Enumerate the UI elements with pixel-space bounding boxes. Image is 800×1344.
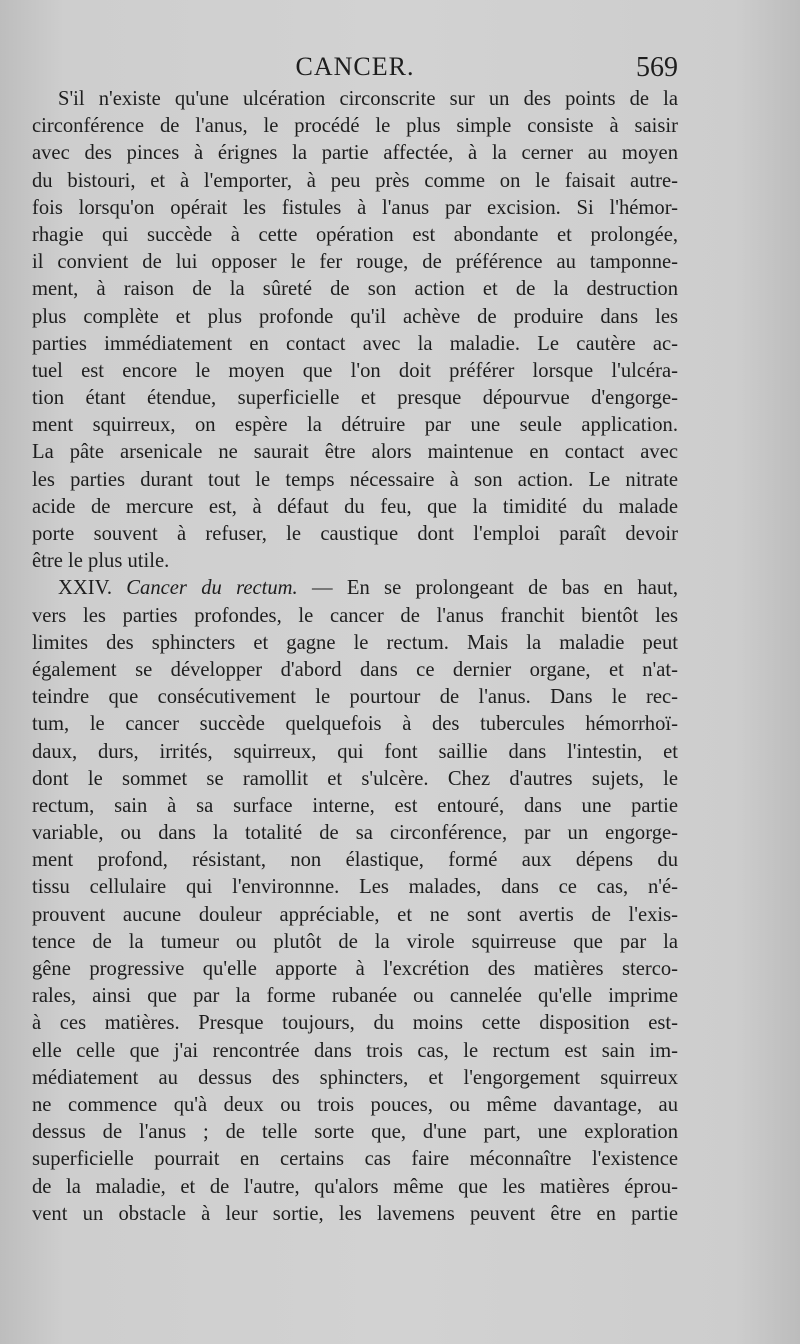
- text-line: porte souvent à refuser, le caustique dont l'emploi paraît devoir: [32, 523, 678, 545]
- text-line: variable, ou dans la totalité de sa circonférence, par un engorge-: [32, 822, 678, 845]
- text-line: tissu cellulaire qui l'environnne. Les malades, dans ce cas, n'é-: [32, 876, 678, 899]
- text-line: ment profond, résistant, non élastique, formé aux dépens du: [32, 849, 678, 872]
- text-line: tuel est encore le moyen que l'on doit préférer lorsque l'ulcéra-: [32, 359, 678, 382]
- text-line: elle celle que j'ai rencontrée dans trois cas, le rectum est sain im-: [32, 1039, 678, 1062]
- text-line: circonférence de l'anus, le procédé le plus simple consiste à saisir: [32, 115, 678, 138]
- text-line: teindre que consécutivement le pourtour de l'anus. Dans le rec-: [32, 686, 678, 709]
- text-line: vers les parties profondes, le cancer de l'anus franchit bientôt les: [32, 604, 678, 627]
- text-line: S'il n'existe qu'une ulcération circonscrite sur un des points de la: [58, 88, 678, 110]
- text-line: avec des pinces à érignes la partie affectée, à la cerner au moyen: [32, 142, 678, 165]
- text-line: médiatement au dessus des sphincters, et l'engorgement squirreux: [32, 1066, 678, 1089]
- section-first-line-text: — En se prolongeant de bas en haut,: [311, 577, 678, 600]
- section-first-line: [32, 575, 678, 602]
- text-line: à ces matières. Presque toujours, du moins cette disposition est-: [32, 1012, 678, 1035]
- text-line: superficielle pourrait en certains cas faire méconnaître l'existence: [32, 1148, 678, 1171]
- section-number: XXIV.: [58, 577, 112, 600]
- text-line: être le plus utile.: [32, 550, 170, 573]
- text-line: parties immédiatement en contact avec la maladie. Le cautère ac-: [32, 332, 678, 355]
- text-line: rales, ainsi que par la forme rubanée ou cannelée qu'elle imprime: [32, 985, 678, 1008]
- text-line: tence de la tumeur ou plutôt de la virole squirreuse que par la: [32, 930, 678, 953]
- section-title: Cancer du rectum.: [126, 577, 298, 600]
- text-line: La pâte arsenicale ne saurait être alors maintenue en contact avec: [32, 441, 678, 464]
- text-line: daux, durs, irrités, squirreux, qui font saillie dans l'intestin, et: [32, 740, 678, 763]
- text-line: vent un obstacle à leur sortie, les lavemens peuvent être en partie: [32, 1202, 678, 1225]
- text-line: limites des sphincters et gagne le rectum. Mais la maladie peut: [32, 631, 678, 654]
- text-line: gêne progressive qu'elle apporte à l'excrétion des matières sterco-: [32, 958, 678, 980]
- text-line: rhagie qui succède à cette opération est abondante et prolongée,: [32, 223, 678, 246]
- body-text: [32, 86, 678, 1228]
- text-line: dessus de l'anus ; de telle sorte que, d'une part, une exploration: [32, 1121, 678, 1144]
- text-line: ment squirreux, on espère la détruire par une seule application.: [32, 414, 678, 437]
- text-line: plus complète et plus profonde qu'il achève de produire dans les: [32, 305, 678, 328]
- text-line: tum, le cancer succède quelquefois à des tubercules hémorrhoï-: [32, 713, 678, 736]
- text-line: rectum, sain à sa surface interne, est entouré, dans une partie: [32, 794, 678, 817]
- text-line: il convient de lui opposer le fer rouge, de préférence au tamponne-: [32, 251, 678, 274]
- page-header: [32, 50, 678, 86]
- running-head: CANCER.: [295, 52, 415, 81]
- text-line: de la maladie, et de l'autre, qu'alors même que les matières éprou-: [32, 1175, 678, 1198]
- page-number: 569: [636, 52, 678, 83]
- text-line: du bistouri, et à l'emporter, à peu près comme on le faisait autre-: [32, 169, 678, 192]
- text-line: ment, à raison de la sûreté de son action et de la destruction: [32, 278, 678, 301]
- text-line: prouvent aucune douleur appréciable, et ne sont avertis de l'exis-: [32, 903, 678, 926]
- text-line: acide de mercure est, à défaut du feu, que la timidité du malade: [32, 495, 678, 518]
- text-line: tion étant étendue, superficielle et presque dépourvue d'engorge-: [32, 387, 678, 410]
- text-line: fois lorsqu'on opérait les fistules à l'anus par excision. Si l'hémor-: [32, 196, 678, 219]
- text-line: dont le sommet se ramollit et s'ulcère. Chez d'autres sujets, le: [32, 767, 678, 790]
- text-line: les parties durant tout le temps nécessaire à son action. Le nitrate: [32, 468, 678, 491]
- text-line: ne commence qu'à deux ou trois pouces, ou même davantage, au: [32, 1093, 678, 1116]
- text-line: également se développer d'abord dans ce dernier organe, et n'at-: [32, 658, 678, 681]
